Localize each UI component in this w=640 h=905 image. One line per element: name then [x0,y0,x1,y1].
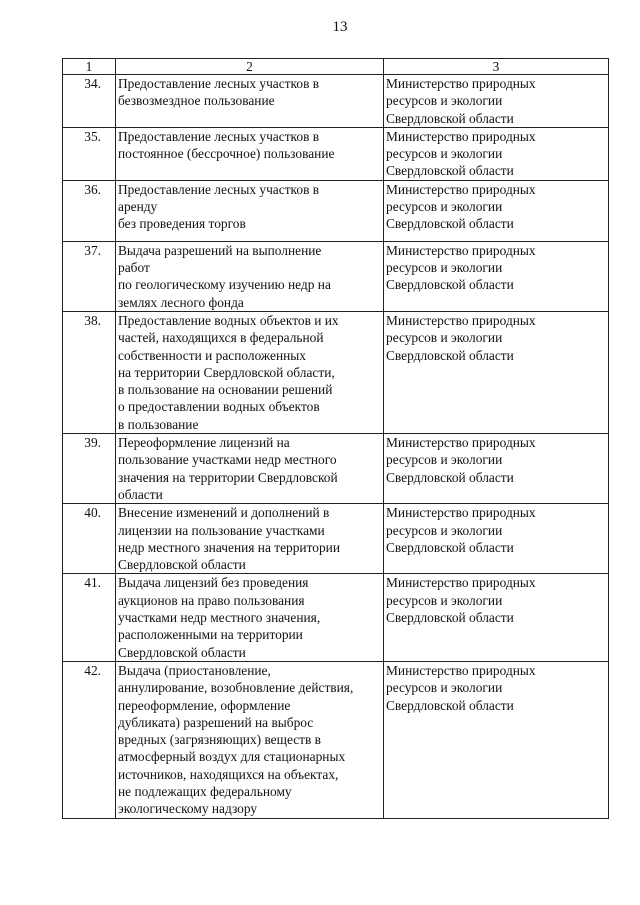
row-number: 35. [63,127,116,180]
authority-line: ресурсов и экологии [386,146,503,162]
authority-line: Министерство природных [386,505,536,521]
table-row [63,180,609,241]
service-name-cell [116,661,384,818]
authority-line: ресурсов и экологии [386,93,503,109]
service-name-line: участками недр местного значения, [118,610,321,626]
service-name-line: аукционов на право пользования [118,592,305,608]
authority-line: ресурсов и экологии [386,330,503,346]
table-row [63,311,609,433]
authority-cell [384,180,609,241]
service-name-line: дубликата) разрешений на выброс [118,714,314,730]
service-name-cell [116,241,384,311]
service-name-line: Выдача разрешений на выполнение [118,242,322,258]
table-header [63,59,609,75]
authority-cell [384,504,609,574]
authority-line: Свердловской области [386,697,514,713]
authority-line: Министерство природных [386,435,536,451]
service-name-line: без проведения торгов [118,216,246,232]
service-name-line: атмосферный воздух для стационарных [118,749,346,765]
row-number: 38. [63,311,116,433]
authority-cell [384,661,609,818]
authority-line: Свердловской области [386,539,514,555]
authority-line: Министерство природных [386,312,536,328]
authority-line: Министерство природных [386,242,536,258]
authority-line: ресурсов и экологии [386,592,503,608]
table-row [63,661,609,818]
authority-line: ресурсов и экологии [386,522,503,538]
row-number: 42. [63,661,116,818]
service-name-line: Предоставление лесных участков в [118,181,320,197]
service-name-cell [116,127,384,180]
authority-line: ресурсов и экологии [386,260,503,276]
authority-line: Министерство природных [386,181,536,197]
column-header-service: 2 [116,59,384,75]
authority-line: Свердловской области [386,469,514,485]
service-name-line: Предоставление лесных участков в [118,76,320,91]
authority-cell [384,574,609,661]
service-name-line: значения на территории Свердловской [118,469,338,485]
column-header-number: 1 [63,59,116,75]
service-name-line: Свердловской области [118,557,246,573]
service-name-line: Предоставление водных объектов и их [118,312,339,328]
table-row [63,574,609,661]
authority-cell [384,241,609,311]
service-name-line: пользование участками недр местного [118,452,337,468]
service-name-line: Выдача лицензий без проведения [118,575,309,591]
service-name-line: Предоставление лесных участков в [118,128,320,144]
service-name-line: частей, находящихся в федеральной [118,330,324,346]
authority-cell [384,75,609,128]
service-name-line: Выдача (приостановление, [118,662,271,678]
service-name-line: собственности и расположенных [118,347,306,363]
authority-line: Свердловской области [386,347,514,363]
authority-line: Свердловской области [386,277,514,293]
service-name-line: безвозмездное пользование [118,93,275,109]
authority-line: ресурсов и экологии [386,452,503,468]
service-name-cell [116,434,384,504]
service-name-cell [116,504,384,574]
authority-line: Министерство природных [386,662,536,678]
table-row [63,75,609,128]
authority-line: Свердловской области [386,110,514,126]
table-header-row [63,59,609,75]
service-name-line: источников, находящихся на объектах, [118,766,339,782]
row-number: 37. [63,241,116,311]
authority-cell [384,311,609,433]
table-row [63,127,609,180]
authority-cell [384,127,609,180]
row-number: 40. [63,504,116,574]
service-name-line: переоформление, оформление [118,697,291,713]
table-row [63,504,609,574]
service-name-line: землях лесного фонда [118,294,244,310]
service-name-line: Переоформление лицензий на [118,435,290,451]
table-body [63,75,609,819]
row-number: 34. [63,75,116,128]
service-name-cell [116,574,384,661]
page-number: 13 [332,19,348,35]
service-name-line: аннулирование, возобновление действия, [118,680,354,696]
service-name-line: в пользование на основании решений [118,382,333,398]
service-name-line: работ [118,260,150,276]
authority-line: Министерство природных [386,128,536,144]
row-number: 41. [63,574,116,661]
service-name-line: не подлежащих федеральному [118,783,292,799]
service-name-cell [116,311,384,433]
service-name-line: аренду [118,199,158,215]
service-name-line: лицензии на пользование участками [118,522,325,538]
service-name-line: Внесение изменений и дополнений в [118,505,330,521]
authority-line: ресурсов и экологии [386,199,503,215]
authority-line: Свердловской области [386,163,514,179]
service-name-line: расположенными на территории [118,627,303,643]
service-name-line: по геологическому изучению недр на [118,277,331,293]
service-name-line: вредных (загрязняющих) веществ в [118,732,322,748]
service-name-line: экологическому надзору [118,801,258,817]
authority-line: Свердловской области [386,610,514,626]
service-name-line: области [118,486,163,502]
table-row [63,241,609,311]
services-table [62,58,609,819]
authority-line: ресурсов и экологии [386,680,503,696]
service-name-line: на территории Свердловской области, [118,364,335,380]
authority-line: Министерство природных [386,76,536,91]
authority-line: Свердловской области [386,216,514,232]
column-header-authority: 3 [384,59,609,75]
service-name-cell [116,180,384,241]
service-name-cell [116,75,384,128]
authority-line: Министерство природных [386,575,536,591]
service-name-line: Свердловской области [118,644,246,660]
service-name-line: постоянное (бессрочное) пользование [118,146,335,162]
row-number: 36. [63,180,116,241]
authority-cell [384,434,609,504]
service-name-line: о предоставлении водных объектов [118,399,320,415]
service-name-line: в пользование [118,416,199,432]
row-number: 39. [63,434,116,504]
service-name-line: недр местного значения на территории [118,539,340,555]
table-row [63,434,609,504]
